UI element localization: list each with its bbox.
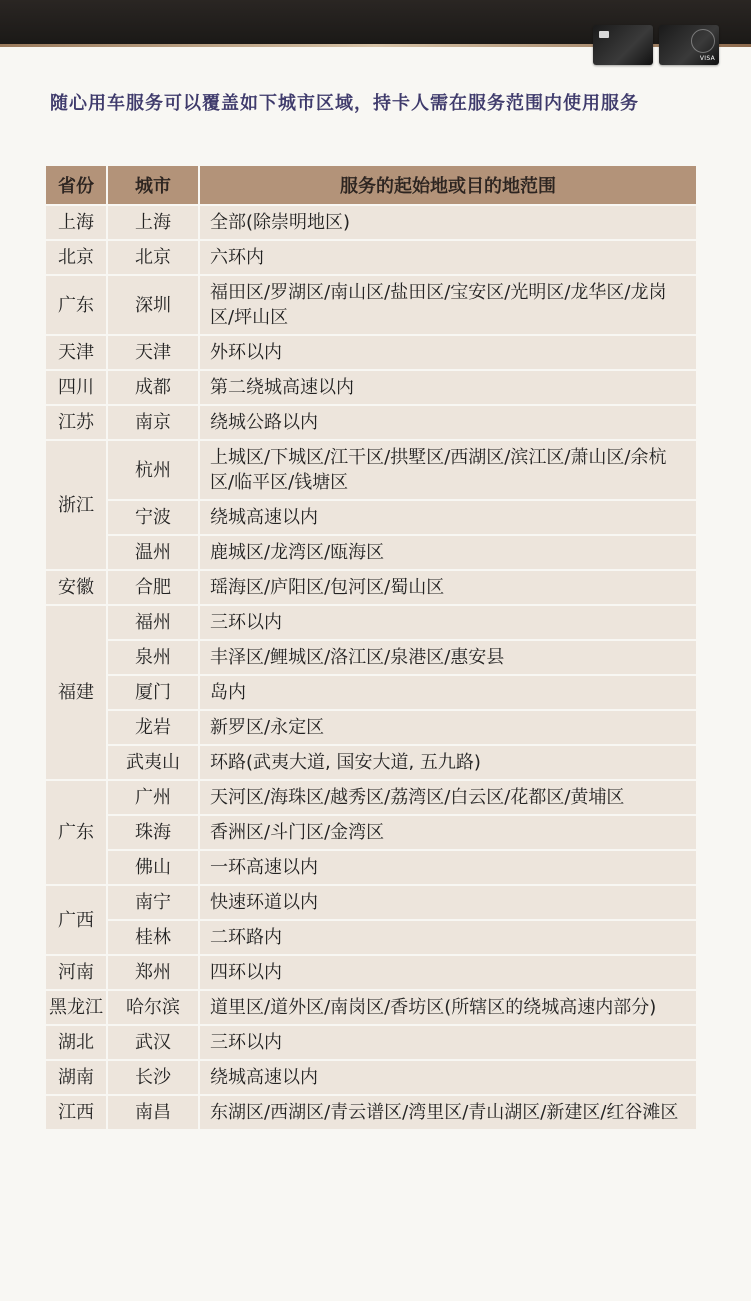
card-logo-icon: [691, 29, 715, 53]
area-cell: 绕城公路以内: [200, 406, 696, 439]
table-row: [46, 1096, 696, 1129]
area-cell: 福田区/罗湖区/南山区/盐田区/宝安区/光明区/龙华区/龙岗区/坪山区: [200, 276, 696, 334]
table-row: [46, 641, 696, 674]
city-cell: 长沙: [108, 1061, 200, 1094]
area-cell: 天河区/海珠区/越秀区/荔湾区/白云区/花都区/黄埔区: [200, 781, 696, 814]
province-cell: 湖北: [46, 1026, 108, 1059]
table-row: [46, 536, 696, 569]
area-cell: 三环以内: [200, 606, 696, 639]
city-cell: 泉州: [108, 641, 200, 674]
table-row: [46, 336, 696, 369]
table-row: [46, 781, 696, 814]
province-cell: 广东: [46, 781, 108, 884]
city-cell: 佛山: [108, 851, 200, 884]
table-row: [46, 371, 696, 404]
table-row: [46, 991, 696, 1024]
city-cell: 厦门: [108, 676, 200, 709]
city-cell: 上海: [108, 206, 200, 239]
table-row: [46, 676, 696, 709]
area-cell: 东湖区/西湖区/青云谱区/湾里区/青山湖区/新建区/红谷滩区: [200, 1096, 696, 1129]
table-row: [46, 816, 696, 849]
province-cell: 湖南: [46, 1061, 108, 1094]
city-cell: 桂林: [108, 921, 200, 954]
area-cell: 全部(除崇明地区): [200, 206, 696, 239]
city-cell: 北京: [108, 241, 200, 274]
city-cell: 武汉: [108, 1026, 200, 1059]
table-row: [46, 276, 696, 334]
area-cell: 香洲区/斗门区/金湾区: [200, 816, 696, 849]
province-cell: 安徽: [46, 571, 108, 604]
area-cell: 绕城高速以内: [200, 501, 696, 534]
province-cell: 江苏: [46, 406, 108, 439]
city-cell: 珠海: [108, 816, 200, 849]
province-cell: 福建: [46, 606, 108, 779]
table-row: [46, 956, 696, 989]
area-cell: 四环以内: [200, 956, 696, 989]
province-cell: 四川: [46, 371, 108, 404]
table-header-row: [46, 166, 696, 204]
city-cell: 郑州: [108, 956, 200, 989]
header-province: 省份: [46, 166, 108, 204]
area-cell: 道里区/道外区/南岗区/香坊区(所辖区的绕城高速内部分): [200, 991, 696, 1024]
city-cell: 南昌: [108, 1096, 200, 1129]
city-cell: 广州: [108, 781, 200, 814]
table-row: [46, 241, 696, 274]
city-cell: 龙岩: [108, 711, 200, 744]
city-cell: 宁波: [108, 501, 200, 534]
city-cell: 天津: [108, 336, 200, 369]
credit-card-image: [593, 25, 653, 65]
table-row: [46, 921, 696, 954]
province-cell: 黑龙江: [46, 991, 108, 1024]
area-cell: 一环高速以内: [200, 851, 696, 884]
area-cell: 上城区/下城区/江干区/拱墅区/西湖区/滨江区/萧山区/余杭区/临平区/钱塘区: [200, 441, 696, 499]
province-cell: 浙江: [46, 441, 108, 569]
province-cell: 江西: [46, 1096, 108, 1129]
province-cell: 河南: [46, 956, 108, 989]
intro-text: 随心用车服务可以覆盖如下城市区域，持卡人需在服务范围内使用服务: [50, 93, 639, 114]
city-cell: 合肥: [108, 571, 200, 604]
table-row: [46, 441, 696, 499]
city-cell: 杭州: [108, 441, 200, 499]
area-cell: 岛内: [200, 676, 696, 709]
city-cell: 深圳: [108, 276, 200, 334]
province-cell: 广西: [46, 886, 108, 954]
area-cell: 新罗区/永定区: [200, 711, 696, 744]
province-cell: 北京: [46, 241, 108, 274]
table-row: [46, 571, 696, 604]
area-cell: 瑶海区/庐阳区/包河区/蜀山区: [200, 571, 696, 604]
table-row: [46, 886, 696, 919]
table-row: [46, 606, 696, 639]
area-cell: 环路(武夷大道, 国安大道, 五九路): [200, 746, 696, 779]
area-cell: 鹿城区/龙湾区/瓯海区: [200, 536, 696, 569]
table-row: [46, 746, 696, 779]
header-city: 城市: [108, 166, 200, 204]
table-row: [46, 206, 696, 239]
table-row: [46, 851, 696, 884]
province-cell: 广东: [46, 276, 108, 334]
table-row: [46, 1026, 696, 1059]
area-cell: 六环内: [200, 241, 696, 274]
city-cell: 南京: [108, 406, 200, 439]
service-area-table: [46, 164, 696, 1131]
area-cell: 绕城高速以内: [200, 1061, 696, 1094]
table-row: [46, 406, 696, 439]
area-cell: 外环以内: [200, 336, 696, 369]
table-body: [46, 206, 696, 1129]
city-cell: 温州: [108, 536, 200, 569]
table-row: [46, 501, 696, 534]
city-cell: 南宁: [108, 886, 200, 919]
city-cell: 哈尔滨: [108, 991, 200, 1024]
area-cell: 快速环道以内: [200, 886, 696, 919]
area-cell: 二环路内: [200, 921, 696, 954]
card-chip-icon: [599, 31, 609, 38]
table-row: [46, 1061, 696, 1094]
table-row: [46, 711, 696, 744]
area-cell: 丰泽区/鲤城区/洛江区/泉港区/惠安县: [200, 641, 696, 674]
city-cell: 福州: [108, 606, 200, 639]
header-area: 服务的起始地或目的地范围: [200, 166, 696, 204]
province-cell: 天津: [46, 336, 108, 369]
city-cell: 成都: [108, 371, 200, 404]
credit-card-image: [659, 25, 719, 65]
area-cell: 第二绕城高速以内: [200, 371, 696, 404]
city-cell: 武夷山: [108, 746, 200, 779]
area-cell: 三环以内: [200, 1026, 696, 1059]
card-images: [593, 25, 719, 67]
province-cell: 上海: [46, 206, 108, 239]
card-brand-label: VISA: [699, 55, 715, 62]
